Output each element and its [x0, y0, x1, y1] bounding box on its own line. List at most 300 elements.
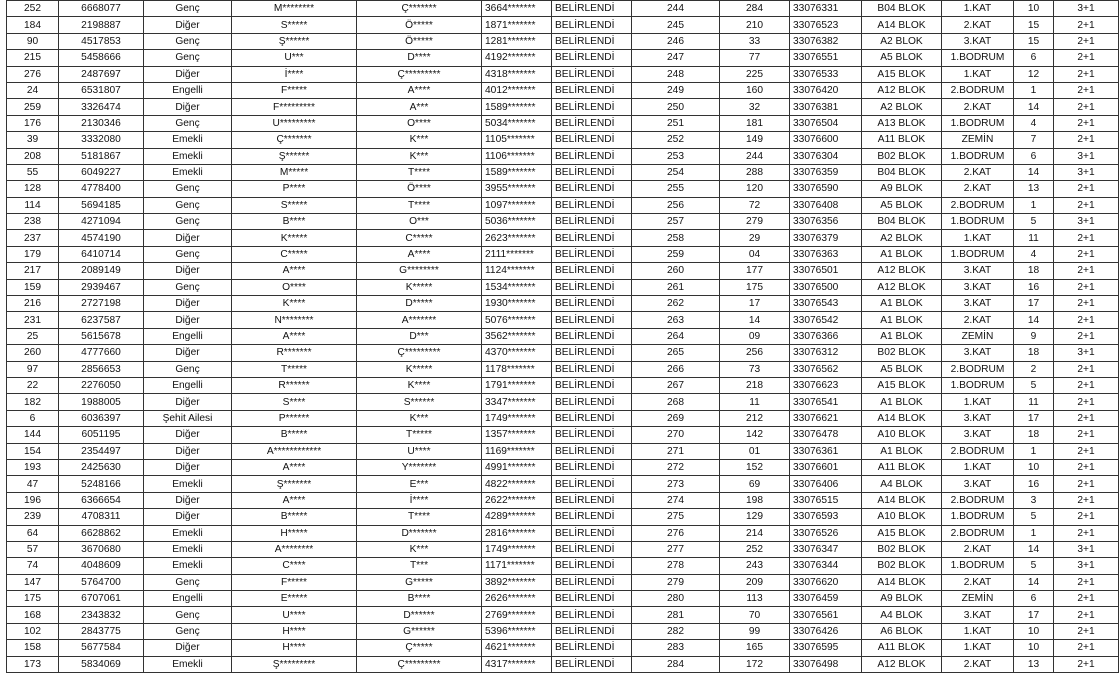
id-number-cell: 2111*******: [482, 246, 552, 262]
floor-cell: 1.KAT: [942, 394, 1014, 410]
first-name-cell: A****: [232, 328, 357, 344]
floor-cell: 3.KAT: [942, 263, 1014, 279]
property-id-cell: 33076601: [790, 459, 862, 475]
application-number-cell: 5834069: [59, 656, 144, 672]
property-id-cell: 33076361: [790, 443, 862, 459]
door-number-cell: 10: [1014, 640, 1054, 656]
category-cell: Emekli: [144, 558, 232, 574]
application-number-cell: 2939467: [59, 279, 144, 295]
last-name-cell: Y*******: [357, 459, 482, 475]
category-cell: Diğer: [144, 230, 232, 246]
first-name-cell: K****: [232, 296, 357, 312]
last-name-cell: G*****: [357, 574, 482, 590]
last-name-cell: Ç*********: [357, 656, 482, 672]
status-cell: BELİRLENDİ: [552, 541, 632, 557]
id-number-cell: 3955*******: [482, 181, 552, 197]
block-cell: A15 BLOK: [862, 66, 942, 82]
status-cell: BELİRLENDİ: [552, 230, 632, 246]
block-cell: B04 BLOK: [862, 1, 942, 17]
floor-cell: 1.KAT: [942, 640, 1014, 656]
row-number-cell: 144: [7, 427, 59, 443]
block-cell: A1 BLOK: [862, 328, 942, 344]
id-number-cell: 1749*******: [482, 541, 552, 557]
category-cell: Genç: [144, 279, 232, 295]
status-cell: BELİRLENDİ: [552, 214, 632, 230]
house-number-cell: 32: [720, 99, 790, 115]
property-id-cell: 33076562: [790, 361, 862, 377]
floor-cell: 1.KAT: [942, 1, 1014, 17]
room-type-cell: 2+1: [1054, 181, 1119, 197]
first-name-cell: İ****: [232, 66, 357, 82]
draw-order-cell: 249: [632, 82, 720, 98]
status-cell: BELİRLENDİ: [552, 1, 632, 17]
row-number-cell: 39: [7, 132, 59, 148]
last-name-cell: Ö****: [357, 181, 482, 197]
property-id-cell: 33076595: [790, 640, 862, 656]
row-number-cell: 237: [7, 230, 59, 246]
door-number-cell: 6: [1014, 148, 1054, 164]
room-type-cell: 2+1: [1054, 394, 1119, 410]
status-cell: BELİRLENDİ: [552, 312, 632, 328]
first-name-cell: F*****: [232, 82, 357, 98]
property-id-cell: 33076478: [790, 427, 862, 443]
row-number-cell: 175: [7, 591, 59, 607]
category-cell: Diğer: [144, 296, 232, 312]
house-number-cell: 256: [720, 345, 790, 361]
door-number-cell: 5: [1014, 509, 1054, 525]
room-type-cell: 2+1: [1054, 492, 1119, 508]
block-cell: A6 BLOK: [862, 623, 942, 639]
draw-order-cell: 263: [632, 312, 720, 328]
house-number-cell: 210: [720, 17, 790, 33]
house-number-cell: 212: [720, 410, 790, 426]
id-number-cell: 1749*******: [482, 410, 552, 426]
status-cell: BELİRLENDİ: [552, 394, 632, 410]
house-number-cell: 284: [720, 1, 790, 17]
last-name-cell: D****: [357, 50, 482, 66]
house-number-cell: 01: [720, 443, 790, 459]
id-number-cell: 1105*******: [482, 132, 552, 148]
last-name-cell: T****: [357, 164, 482, 180]
room-type-cell: 2+1: [1054, 246, 1119, 262]
draw-order-cell: 244: [632, 1, 720, 17]
last-name-cell: K****: [357, 377, 482, 393]
first-name-cell: S****: [232, 394, 357, 410]
status-cell: BELİRLENDİ: [552, 591, 632, 607]
status-cell: BELİRLENDİ: [552, 50, 632, 66]
draw-order-cell: 273: [632, 476, 720, 492]
status-cell: BELİRLENDİ: [552, 623, 632, 639]
floor-cell: 3.KAT: [942, 427, 1014, 443]
table-row: [7, 66, 1119, 82]
first-name-cell: H*****: [232, 525, 357, 541]
draw-order-cell: 284: [632, 656, 720, 672]
house-number-cell: 175: [720, 279, 790, 295]
floor-cell: 2.KAT: [942, 17, 1014, 33]
property-id-cell: 33076420: [790, 82, 862, 98]
application-number-cell: 2198887: [59, 17, 144, 33]
first-name-cell: F*********: [232, 99, 357, 115]
property-id-cell: 33076551: [790, 50, 862, 66]
row-number-cell: 6: [7, 410, 59, 426]
property-id-cell: 33076312: [790, 345, 862, 361]
row-number-cell: 179: [7, 246, 59, 262]
application-number-cell: 6410714: [59, 246, 144, 262]
block-cell: A12 BLOK: [862, 263, 942, 279]
property-id-cell: 33076621: [790, 410, 862, 426]
draw-order-cell: 246: [632, 33, 720, 49]
draw-order-cell: 250: [632, 99, 720, 115]
id-number-cell: 1106*******: [482, 148, 552, 164]
status-cell: BELİRLENDİ: [552, 115, 632, 131]
floor-cell: 2.KAT: [942, 99, 1014, 115]
property-id-cell: 33076542: [790, 312, 862, 328]
id-number-cell: 4317*******: [482, 656, 552, 672]
row-number-cell: 216: [7, 296, 59, 312]
property-id-cell: 33076359: [790, 164, 862, 180]
last-name-cell: D*******: [357, 525, 482, 541]
door-number-cell: 13: [1014, 181, 1054, 197]
house-number-cell: 11: [720, 394, 790, 410]
category-cell: Emekli: [144, 525, 232, 541]
category-cell: Diğer: [144, 443, 232, 459]
last-name-cell: Ç*********: [357, 345, 482, 361]
id-number-cell: 4991*******: [482, 459, 552, 475]
table-row: [7, 427, 1119, 443]
application-number-cell: 1988005: [59, 394, 144, 410]
category-cell: Genç: [144, 50, 232, 66]
door-number-cell: 10: [1014, 623, 1054, 639]
draw-order-cell: 279: [632, 574, 720, 590]
application-number-cell: 4777660: [59, 345, 144, 361]
door-number-cell: 11: [1014, 230, 1054, 246]
application-number-cell: 5764700: [59, 574, 144, 590]
category-cell: Diğer: [144, 459, 232, 475]
application-number-cell: 5615678: [59, 328, 144, 344]
status-cell: BELİRLENDİ: [552, 656, 632, 672]
floor-cell: 1.KAT: [942, 459, 1014, 475]
last-name-cell: G********: [357, 263, 482, 279]
house-number-cell: 160: [720, 82, 790, 98]
room-type-cell: 3+1: [1054, 558, 1119, 574]
application-number-cell: 6628862: [59, 525, 144, 541]
door-number-cell: 16: [1014, 279, 1054, 295]
category-cell: Diğer: [144, 394, 232, 410]
block-cell: B02 BLOK: [862, 541, 942, 557]
block-cell: A12 BLOK: [862, 656, 942, 672]
last-name-cell: G******: [357, 623, 482, 639]
block-cell: A11 BLOK: [862, 640, 942, 656]
application-number-cell: 2425630: [59, 459, 144, 475]
draw-order-cell: 275: [632, 509, 720, 525]
category-cell: Genç: [144, 197, 232, 213]
block-cell: A5 BLOK: [862, 197, 942, 213]
floor-cell: 2.BODRUM: [942, 525, 1014, 541]
floor-cell: 2.KAT: [942, 656, 1014, 672]
row-number-cell: 74: [7, 558, 59, 574]
category-cell: Genç: [144, 1, 232, 17]
last-name-cell: K*****: [357, 361, 482, 377]
table-row: [7, 50, 1119, 66]
table-row: [7, 443, 1119, 459]
floor-cell: 1.BODRUM: [942, 246, 1014, 262]
room-type-cell: 2+1: [1054, 328, 1119, 344]
draw-order-cell: 269: [632, 410, 720, 426]
block-cell: B02 BLOK: [862, 148, 942, 164]
table-row: [7, 197, 1119, 213]
table-row: [7, 377, 1119, 393]
category-cell: Emekli: [144, 476, 232, 492]
status-cell: BELİRLENDİ: [552, 99, 632, 115]
property-id-cell: 33076500: [790, 279, 862, 295]
property-id-cell: 33076533: [790, 66, 862, 82]
block-cell: A12 BLOK: [862, 82, 942, 98]
status-cell: BELİRLENDİ: [552, 640, 632, 656]
id-number-cell: 1097*******: [482, 197, 552, 213]
property-id-cell: 33076363: [790, 246, 862, 262]
category-cell: Emekli: [144, 656, 232, 672]
first-name-cell: O****: [232, 279, 357, 295]
property-id-cell: 33076408: [790, 197, 862, 213]
application-number-cell: 5458666: [59, 50, 144, 66]
row-number-cell: 239: [7, 509, 59, 525]
floor-cell: 1.BODRUM: [942, 377, 1014, 393]
draw-order-cell: 254: [632, 164, 720, 180]
first-name-cell: R*******: [232, 345, 357, 361]
last-name-cell: D*****: [357, 296, 482, 312]
door-number-cell: 9: [1014, 328, 1054, 344]
table-row: [7, 574, 1119, 590]
row-number-cell: 217: [7, 263, 59, 279]
house-number-cell: 69: [720, 476, 790, 492]
house-number-cell: 279: [720, 214, 790, 230]
block-cell: A11 BLOK: [862, 459, 942, 475]
house-number-cell: 177: [720, 263, 790, 279]
draw-order-cell: 264: [632, 328, 720, 344]
category-cell: Engelli: [144, 328, 232, 344]
table-row: [7, 410, 1119, 426]
category-cell: Diğer: [144, 509, 232, 525]
floor-cell: 2.BODRUM: [942, 443, 1014, 459]
id-number-cell: 5034*******: [482, 115, 552, 131]
category-cell: Diğer: [144, 17, 232, 33]
id-number-cell: 2769*******: [482, 607, 552, 623]
first-name-cell: A****: [232, 492, 357, 508]
door-number-cell: 5: [1014, 558, 1054, 574]
last-name-cell: B****: [357, 591, 482, 607]
status-cell: BELİRLENDİ: [552, 361, 632, 377]
property-id-cell: 33076331: [790, 1, 862, 17]
row-number-cell: 55: [7, 164, 59, 180]
first-name-cell: K*****: [232, 230, 357, 246]
door-number-cell: 6: [1014, 50, 1054, 66]
property-id-cell: 33076379: [790, 230, 862, 246]
last-name-cell: T****: [357, 197, 482, 213]
application-number-cell: 2727198: [59, 296, 144, 312]
application-number-cell: 5694185: [59, 197, 144, 213]
application-number-cell: 4708311: [59, 509, 144, 525]
block-cell: A15 BLOK: [862, 525, 942, 541]
table-row: [7, 181, 1119, 197]
row-number-cell: 184: [7, 17, 59, 33]
application-number-cell: 6366654: [59, 492, 144, 508]
id-number-cell: 5076*******: [482, 312, 552, 328]
category-cell: Genç: [144, 574, 232, 590]
property-id-cell: 33076501: [790, 263, 862, 279]
draw-order-cell: 260: [632, 263, 720, 279]
first-name-cell: C****: [232, 558, 357, 574]
application-number-cell: 2089149: [59, 263, 144, 279]
table-row: [7, 115, 1119, 131]
id-number-cell: 2622*******: [482, 492, 552, 508]
property-id-cell: 33076304: [790, 148, 862, 164]
row-number-cell: 97: [7, 361, 59, 377]
table-row: [7, 525, 1119, 541]
last-name-cell: K***: [357, 541, 482, 557]
status-cell: BELİRLENDİ: [552, 492, 632, 508]
room-type-cell: 2+1: [1054, 443, 1119, 459]
table-row: [7, 33, 1119, 49]
room-type-cell: 2+1: [1054, 607, 1119, 623]
category-cell: Diğer: [144, 66, 232, 82]
row-number-cell: 24: [7, 82, 59, 98]
last-name-cell: A****: [357, 246, 482, 262]
first-name-cell: B****: [232, 214, 357, 230]
status-cell: BELİRLENDİ: [552, 33, 632, 49]
property-id-cell: 33076347: [790, 541, 862, 557]
row-number-cell: 47: [7, 476, 59, 492]
room-type-cell: 2+1: [1054, 50, 1119, 66]
door-number-cell: 18: [1014, 263, 1054, 279]
door-number-cell: 13: [1014, 656, 1054, 672]
status-cell: BELİRLENDİ: [552, 345, 632, 361]
table-row: [7, 607, 1119, 623]
property-id-cell: 33076593: [790, 509, 862, 525]
status-cell: BELİRLENDİ: [552, 509, 632, 525]
room-type-cell: 2+1: [1054, 230, 1119, 246]
door-number-cell: 4: [1014, 115, 1054, 131]
draw-order-cell: 280: [632, 591, 720, 607]
house-number-cell: 29: [720, 230, 790, 246]
first-name-cell: A****: [232, 263, 357, 279]
room-type-cell: 2+1: [1054, 377, 1119, 393]
application-number-cell: 6036397: [59, 410, 144, 426]
draw-order-cell: 281: [632, 607, 720, 623]
table-row: [7, 394, 1119, 410]
first-name-cell: S*****: [232, 17, 357, 33]
block-cell: A14 BLOK: [862, 410, 942, 426]
first-name-cell: P******: [232, 410, 357, 426]
block-cell: A10 BLOK: [862, 427, 942, 443]
allocation-table: [6, 0, 1119, 673]
room-type-cell: 3+1: [1054, 345, 1119, 361]
application-number-cell: 4517853: [59, 33, 144, 49]
category-cell: Engelli: [144, 591, 232, 607]
floor-cell: 1.KAT: [942, 623, 1014, 639]
last-name-cell: D***: [357, 328, 482, 344]
table-row: [7, 640, 1119, 656]
status-cell: BELİRLENDİ: [552, 164, 632, 180]
property-id-cell: 33076541: [790, 394, 862, 410]
room-type-cell: 2+1: [1054, 312, 1119, 328]
status-cell: BELİRLENDİ: [552, 443, 632, 459]
last-name-cell: A***: [357, 99, 482, 115]
room-type-cell: 2+1: [1054, 640, 1119, 656]
first-name-cell: N********: [232, 312, 357, 328]
application-number-cell: 2843775: [59, 623, 144, 639]
last-name-cell: Ö*****: [357, 33, 482, 49]
block-cell: B04 BLOK: [862, 214, 942, 230]
id-number-cell: 3664*******: [482, 1, 552, 17]
block-cell: A2 BLOK: [862, 99, 942, 115]
table-row: [7, 279, 1119, 295]
status-cell: BELİRLENDİ: [552, 558, 632, 574]
id-number-cell: 5036*******: [482, 214, 552, 230]
door-number-cell: 4: [1014, 246, 1054, 262]
block-cell: A14 BLOK: [862, 574, 942, 590]
table-row: [7, 17, 1119, 33]
first-name-cell: T*****: [232, 361, 357, 377]
first-name-cell: Ş******: [232, 148, 357, 164]
first-name-cell: Ç*******: [232, 132, 357, 148]
property-id-cell: 33076600: [790, 132, 862, 148]
property-id-cell: 33076523: [790, 17, 862, 33]
floor-cell: 3.KAT: [942, 476, 1014, 492]
floor-cell: ZEMİN: [942, 132, 1014, 148]
property-id-cell: 33076459: [790, 591, 862, 607]
door-number-cell: 5: [1014, 377, 1054, 393]
row-number-cell: 102: [7, 623, 59, 639]
door-number-cell: 18: [1014, 427, 1054, 443]
table-row: [7, 296, 1119, 312]
house-number-cell: 172: [720, 656, 790, 672]
application-number-cell: 4271094: [59, 214, 144, 230]
block-cell: A1 BLOK: [862, 312, 942, 328]
last-name-cell: U****: [357, 443, 482, 459]
floor-cell: 3.KAT: [942, 345, 1014, 361]
status-cell: BELİRLENDİ: [552, 459, 632, 475]
house-number-cell: 72: [720, 197, 790, 213]
floor-cell: 2.BODRUM: [942, 197, 1014, 213]
draw-order-cell: 272: [632, 459, 720, 475]
door-number-cell: 1: [1014, 82, 1054, 98]
category-cell: Genç: [144, 623, 232, 639]
door-number-cell: 2: [1014, 361, 1054, 377]
id-number-cell: 3562*******: [482, 328, 552, 344]
category-cell: Genç: [144, 361, 232, 377]
last-name-cell: K***: [357, 148, 482, 164]
block-cell: B02 BLOK: [862, 345, 942, 361]
last-name-cell: E***: [357, 476, 482, 492]
block-cell: A9 BLOK: [862, 181, 942, 197]
block-cell: A1 BLOK: [862, 246, 942, 262]
id-number-cell: 1589*******: [482, 164, 552, 180]
floor-cell: 1.BODRUM: [942, 558, 1014, 574]
row-number-cell: 168: [7, 607, 59, 623]
door-number-cell: 6: [1014, 591, 1054, 607]
door-number-cell: 12: [1014, 66, 1054, 82]
house-number-cell: 225: [720, 66, 790, 82]
draw-order-cell: 256: [632, 197, 720, 213]
id-number-cell: 4370*******: [482, 345, 552, 361]
room-type-cell: 2+1: [1054, 132, 1119, 148]
table-row: [7, 656, 1119, 672]
id-number-cell: 2626*******: [482, 591, 552, 607]
door-number-cell: 15: [1014, 17, 1054, 33]
status-cell: BELİRLENDİ: [552, 525, 632, 541]
block-cell: A9 BLOK: [862, 591, 942, 607]
application-number-cell: 2856653: [59, 361, 144, 377]
